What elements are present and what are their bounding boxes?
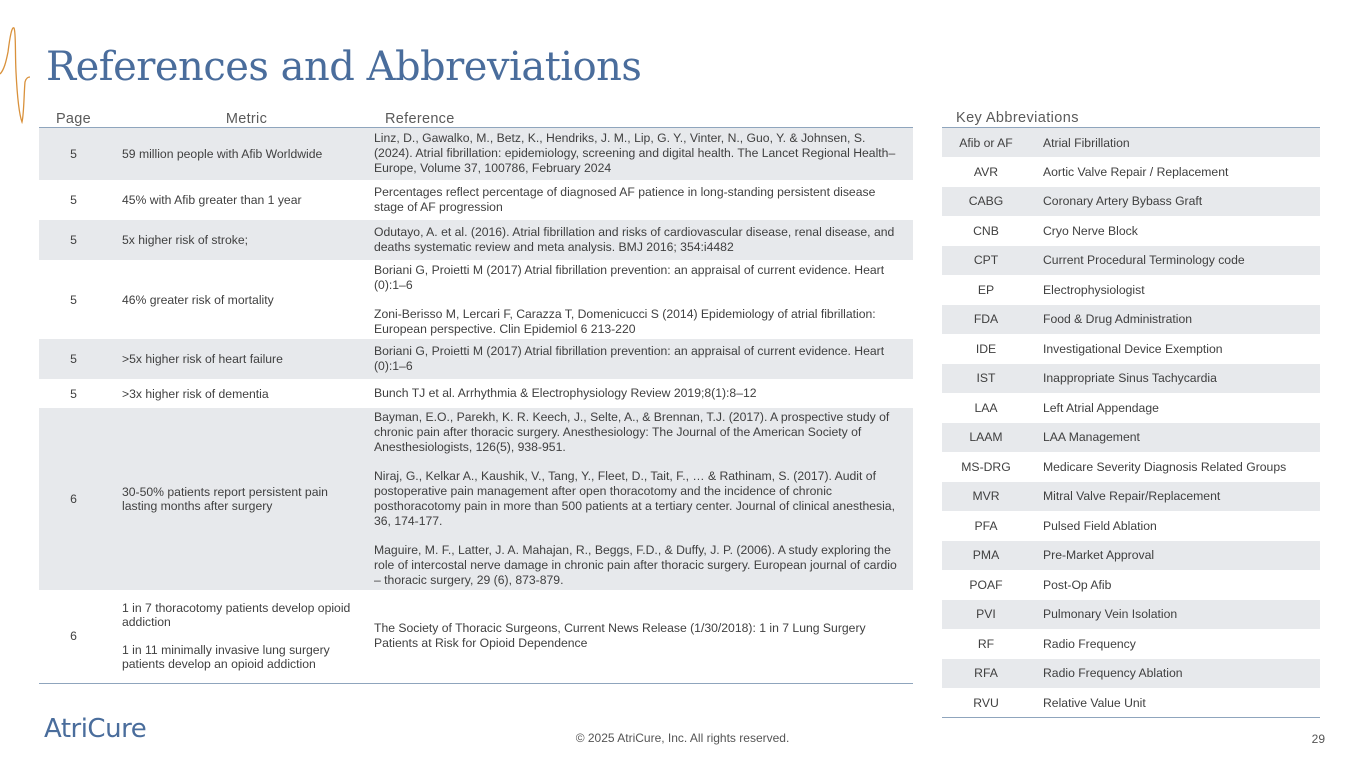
column-header-metric: Metric [225, 110, 268, 127]
abbreviation-meaning: Post-Op Afib [1043, 577, 1112, 592]
abbreviation-row [942, 482, 1320, 512]
abbreviation-meaning: Mitral Valve Repair/Replacement [1030, 482, 1320, 512]
abbreviation-term: PMA [942, 541, 1030, 571]
abbreviation-term: CABG [942, 187, 1030, 217]
cell-reference: Linz, D., Gawalko, M., Betz, K., Hendriks, J. M., Lip, G. Y., Vinter, N., Guo, Y. & Johnsen, S. (2024). Atrial fibrillation: epidemiology, screening and digital health. The Lancet Regional Health–Europe, Volume 37, 100786, February 2024 [374, 131, 896, 176]
abbreviation-meaning: Inappropriate Sinus Tachycardia [1030, 364, 1320, 394]
abbreviation-row [942, 305, 1320, 335]
abbreviation-term: RVU [942, 688, 1030, 718]
abbreviation-row [942, 216, 1320, 246]
abbreviation-row [942, 659, 1320, 689]
abbreviation-row [942, 688, 1320, 718]
references-header-row [39, 109, 913, 127]
abbreviation-meaning: Cryo Nerve Block [1043, 223, 1138, 238]
table-row [39, 379, 913, 408]
abbreviation-term: FDA [942, 305, 1030, 335]
abbreviation-row [942, 334, 1320, 364]
table-row [39, 180, 913, 220]
abbreviation-meaning: Aortic Valve Repair / Replacement [1043, 164, 1229, 179]
table-row [39, 260, 913, 339]
abbreviation-term: Afib or AF [942, 128, 1030, 158]
page-title: References and Abbreviations [46, 44, 642, 90]
cell-reference: Odutayo, A. et al. (2016). Atrial fibrillation and risks of cardiovascular disease, renal disease, and deaths systematic review and meta analysis. BMJ 2016; 354:i4482 [374, 225, 895, 254]
cell-metric: >3x higher risk of dementia [122, 386, 269, 401]
abbreviation-term: PVI [942, 600, 1030, 630]
cell-metric: >5x higher risk of heart failure [122, 352, 283, 366]
abbreviation-row [942, 187, 1320, 217]
abbreviation-meaning: Radio Frequency [1043, 636, 1136, 651]
cell-reference: Bunch TJ et al. Arrhythmia & Electrophysiology Review 2019;8(1):8–12 [374, 386, 757, 400]
cell-metric: 59 million people with Afib Worldwide [122, 146, 323, 161]
abbreviation-meaning: Electrophysiologist [1043, 282, 1145, 297]
cell-metric: 46% greater risk of mortality [122, 292, 274, 307]
cell-page: 5 [70, 193, 77, 207]
cell-reference: The Society of Thoracic Surgeons, Current News Release (1/30/2018): 1 in 7 Lung Surgery Patients at Risk for Opioid Dependence [374, 621, 866, 651]
cell-page: 5 [70, 386, 77, 401]
abbreviation-meaning: Investigational Device Exemption [1043, 341, 1223, 356]
abbreviation-term: RFA [942, 659, 1030, 689]
ecg-wave-decoration [0, 22, 30, 132]
abbreviation-term: IST [942, 364, 1030, 394]
abbreviation-term: POAF [969, 577, 1003, 592]
abbreviation-row [942, 246, 1320, 276]
abbreviation-meaning: Medicare Severity Diagnosis Related Groups [1043, 459, 1287, 474]
table-row [39, 590, 913, 683]
cell-page: 5 [39, 220, 108, 260]
references-table [39, 109, 913, 684]
abbreviation-row [942, 364, 1320, 394]
abbreviation-row [942, 452, 1320, 482]
abbreviation-row [942, 157, 1320, 187]
references-body [39, 127, 913, 683]
abbreviations-table [942, 127, 1320, 718]
cell-metric: 30-50% patients report persistent pain lasting months after surgery [122, 485, 328, 513]
abbreviation-meaning: Pulsed Field Ablation [1043, 518, 1157, 533]
abbreviation-meaning: LAA Management [1030, 423, 1320, 453]
abbreviation-meaning: Pre-Market Approval [1030, 541, 1320, 571]
abbreviation-meaning: Food & Drug Administration [1030, 305, 1320, 335]
abbreviations-heading: Key Abbreviations [956, 110, 1079, 126]
cell-metric: 5x higher risk of stroke; [122, 233, 248, 247]
cell-metric: 45% with Afib greater than 1 year [122, 193, 302, 207]
column-header-reference-group [108, 109, 913, 127]
abbreviation-term: PFA [974, 518, 998, 533]
atricure-logo: AtriCure [44, 714, 147, 744]
column-header-reference: Reference [385, 110, 455, 127]
abbreviation-term: MVR [942, 482, 1030, 512]
cell-page: 5 [39, 339, 108, 379]
abbreviation-term: EP [977, 282, 995, 297]
abbreviation-meaning: Atrial Fibrillation [1030, 128, 1320, 158]
cell-reference: Boriani G, Proietti M (2017) Atrial fibrillation prevention: an appraisal of current evidence. Heart (0):1–6 [374, 344, 885, 373]
abbreviation-term: RF [977, 636, 995, 651]
abbreviation-row [942, 423, 1320, 453]
cell-page: 5 [70, 292, 77, 307]
abbreviation-meaning: Left Atrial Appendage [1043, 400, 1159, 415]
abbreviation-term: AVR [973, 164, 999, 179]
abbreviation-row [942, 570, 1320, 600]
abbreviation-row [942, 629, 1320, 659]
abbreviation-term: MS-DRG [961, 459, 1011, 474]
abbreviation-row [942, 511, 1320, 541]
abbreviation-meaning: Relative Value Unit [1030, 688, 1320, 718]
abbreviation-row [942, 541, 1320, 571]
page-number: 29 [1311, 732, 1325, 746]
cell-metric: 1 in 7 thoracotomy patients develop opioid addiction 1 in 11 minimally invasive lung surgery patients develop an opioid addiction [122, 601, 351, 672]
cell-reference: Bayman, E.O., Parekh, K. R. Keech, J., Selte, A., & Brennan, T.J. (2017). A prospective study of chronic pain after thoracic surgery. Anesthesiology: The Journal of the American Society of Anesthesiologists, 126(5), 938-951. Niraj, G., Kelkar A., Kaushik, V., Tang, Y., Fleet, D., Tait, F., … & Rathinam, S. (2017). Audit of postoperative pain management after open thoracotomy and the incidence of chronic posthoracotomy pain in more than 500 patients at a tertiary center. Journal of clinical anesthesia, 36, 174-177. Maguire, M. F., Latter, J. A. Mahajan, R., Beggs, F.D., & Duffy, J. P. (2006). A study exploring the role of intercostal nerve damage in chronic pain after thoracic surgery. European journal of cardio – thoracic surgery, 29 (6), 873-879. [374, 410, 897, 587]
abbreviation-term: LAAM [942, 423, 1030, 453]
table-row [39, 220, 913, 260]
abbreviation-term: CPT [942, 246, 1030, 276]
cell-reference: Boriani G, Proietti M (2017) Atrial fibrillation prevention: an appraisal of current evidence. Heart (0):1–6 Zoni-Berisso M, Lercari F, Carazza T, Domenicucci S (2014) Epidemiology of atrial fibrillation: European perspective. Clin Epidemiol 6 213-220 [374, 262, 885, 336]
abbreviation-term: IDE [975, 341, 997, 356]
column-header-page: Page [39, 109, 108, 127]
cell-reference: Percentages reflect percentage of diagnosed AF patience in long-standing persistent disease stage of AF progression [374, 185, 876, 214]
cell-page: 6 [39, 590, 108, 683]
abbreviation-meaning: Radio Frequency Ablation [1030, 659, 1320, 689]
table-row [39, 127, 913, 180]
table-row [39, 339, 913, 379]
cell-page: 6 [39, 408, 108, 590]
abbreviation-term: CNB [973, 223, 999, 238]
abbreviation-meaning: Pulmonary Vein Isolation [1030, 600, 1320, 630]
copyright-text: © 2025 AtriCure, Inc. All rights reserved. [575, 731, 790, 745]
abbreviation-meaning: Current Procedural Terminology code [1030, 246, 1320, 276]
cell-page: 5 [39, 127, 108, 180]
abbreviation-row [942, 393, 1320, 423]
abbreviation-row [942, 128, 1320, 158]
abbreviation-meaning: Coronary Artery Bybass Graft [1030, 187, 1320, 217]
abbreviation-row [942, 600, 1320, 630]
abbreviation-term: LAA [974, 400, 998, 415]
table-row [39, 408, 913, 590]
abbreviation-row [942, 275, 1320, 305]
